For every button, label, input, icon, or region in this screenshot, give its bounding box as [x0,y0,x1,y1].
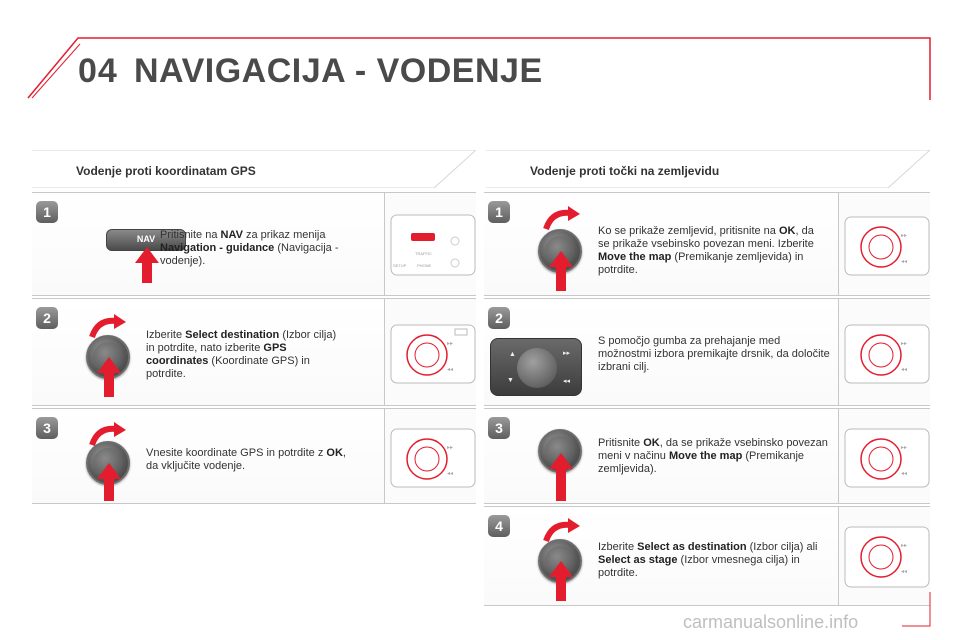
nav-button-label: NAV [136,234,156,244]
svg-text:▸▸: ▸▸ [901,543,908,549]
arrow-down-icon: ▼ [507,377,514,384]
fast-forward-icon: ▸▸ [563,350,571,357]
svg-text:◂◂: ◂◂ [447,367,454,373]
knob-panel-icon [839,409,930,503]
step-number: 4 [488,515,510,537]
left-section-header [32,150,476,188]
chapter-number: 04 [78,52,118,90]
arrow-up-icon [94,355,124,399]
arrow-up-icon [132,245,162,285]
step-number: 1 [488,201,510,223]
knob-panel-thumbnail [838,409,930,503]
radio-panel-icon [385,193,476,295]
svg-text:PHONE: PHONE [417,263,432,268]
knob-panel-icon [385,299,476,405]
right-step-3 [484,408,930,504]
arrow-up-icon [94,461,124,503]
rotate-arrow-icon [542,205,582,231]
knob-panel-icon [839,193,930,295]
left-step-1 [32,192,476,296]
right-section-title: Vodenje proti točki na zemljevidu [530,164,720,178]
step-description: Vnesite koordinate GPS in potrdite z OK, da vključite vodenje. [146,447,346,472]
arrow-up-icon [546,451,576,503]
knob-panel-thumbnail [838,193,930,295]
arrow-up-icon: ▲ [509,351,516,358]
step-number: 3 [488,417,510,439]
watermark: carmanualsonline.info [683,612,859,632]
svg-text:SETUP: SETUP [393,263,407,268]
knob-panel-thumbnail [384,299,476,405]
left-section-title: Vodenje proti koordinatam GPS [76,164,256,178]
right-section-header [486,150,930,188]
knob-panel-thumbnail [384,409,476,503]
knob-panel-thumbnail [838,299,930,405]
right-step-1 [484,192,930,296]
svg-text:▸▸: ▸▸ [901,445,908,451]
arrow-up-icon [546,559,576,603]
knob-panel-icon [385,409,476,503]
step-description: Pritisnite na NAV za prikaz menija Navigation - guidance (Navigacija - vodenje). [160,229,339,267]
page-header [0,0,960,110]
corner-decoration [900,590,940,630]
svg-text:◂◂: ◂◂ [901,471,908,477]
knob-panel-icon [839,299,930,405]
step-description: Ko se prikaže zemljevid, pritisnite na OK, da se prikaže vsebinsko povezan meni. Izberite Move the map (Premikanje zemljevida) in potrdite. [598,225,814,276]
step-description: Izberite Select destination (Izbor cilja) in potrdite, nato izberite GPS coordinates (Koordinate GPS) in potrdite. [146,329,337,380]
step-number: 2 [488,307,510,329]
rewind-icon: ◂◂ [563,378,571,385]
joystick-center [517,348,557,388]
page-title: NAVIGACIJA - VODENJE [134,52,543,90]
step-description: Izberite Select as destination (Izbor cilja) ali Select as stage (Izbor vmesnega cilja) in potrdite. [598,541,818,579]
step-number: 2 [36,307,58,329]
svg-text:TRAFFIC: TRAFFIC [415,251,432,256]
navigation-joystick [490,338,582,396]
step-number: 1 [36,201,58,223]
svg-text:◂◂: ◂◂ [901,367,908,373]
step-description: S pomočjo gumba za prehajanje med možnostmi izbora premikajte drsnik, da določite izbrani cilj. [598,335,830,373]
svg-text:▸▸: ▸▸ [901,233,908,239]
left-step-2 [32,298,476,406]
radio-panel-thumbnail [384,193,476,295]
svg-text:◂◂: ◂◂ [901,259,908,265]
svg-text:◂◂: ◂◂ [901,569,908,575]
step-description: Pritisnite OK, da se prikaže vsebinsko povezan meni v načinu Move the map (Premikanje zemljevida). [598,437,828,475]
svg-text:◂◂: ◂◂ [447,471,454,477]
left-step-3 [32,408,476,504]
arrow-up-icon [546,249,576,293]
step-number: 3 [36,417,58,439]
svg-text:▸▸: ▸▸ [447,445,454,451]
right-step-4 [484,506,930,606]
svg-text:▸▸: ▸▸ [447,341,454,347]
svg-text:▸▸: ▸▸ [901,341,908,347]
